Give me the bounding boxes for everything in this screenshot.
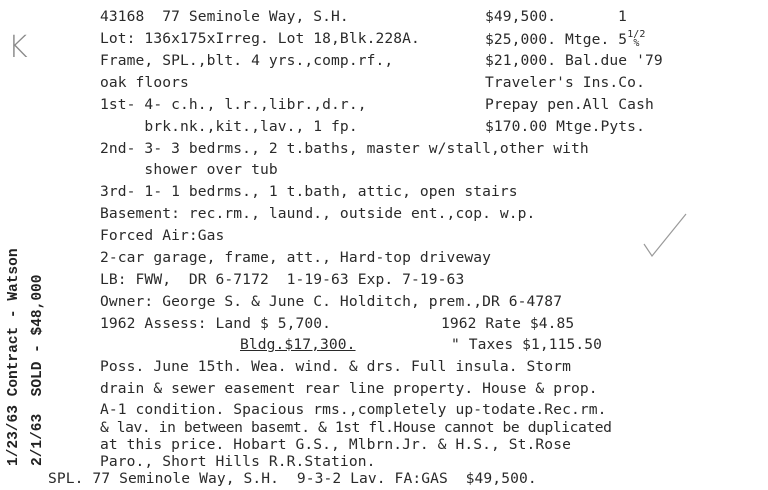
- fraction-bottom: %: [633, 38, 640, 49]
- first-floor: 1st- 4- c.h., l.r.,libr.,d.r.,: [100, 96, 367, 113]
- condition: A-1 condition. Spacious rms.,completely up-todate.Rec.rm.: [100, 401, 607, 418]
- listing-price: $49,500.: [485, 8, 557, 25]
- summary-line: SPL. 77 Seminole Way, S.H. 9-3-2 Lav. FA:GAS $49,500.: [48, 470, 537, 487]
- assessment-building: Bldg.$17,300.: [240, 336, 356, 353]
- listing-unit: 1: [618, 8, 627, 25]
- owner: Owner: George S. & June C. Holditch, prem.,DR 6-4787: [100, 293, 563, 310]
- mortgage-payments: $170.00 Mtge.Pyts.: [485, 118, 645, 135]
- station: Paro., Short Hills R.R.Station.: [100, 453, 376, 470]
- mortgage-text: $25,000. Mtge. 5: [485, 31, 628, 48]
- garage: 2-car garage, frame, att., Hard-top driveway: [100, 249, 491, 266]
- listing-broker: LB: FWW, DR 6-7172 1-19-63 Exp. 7-19-63: [100, 271, 465, 288]
- contract-note: 1/23/63 Contract - Watson: [6, 248, 22, 466]
- assessment-land: 1962 Assess: Land $ 5,700.: [100, 315, 332, 332]
- construction-details: Frame, SPL.,blt. 4 yrs.,comp.rf.,: [100, 52, 394, 69]
- mortgage-amount: [485, 30, 646, 48]
- pencil-check-mark: [640, 212, 690, 262]
- fraction-top: 1/2: [627, 29, 646, 40]
- schools: at this price. Hobart G.S., Mlbrn.Jr. & H.S., St.Rose: [100, 436, 571, 453]
- second-floor: 2nd- 3- 3 bedrms., 2 t.baths, master w/stall,other with: [100, 140, 589, 157]
- balance-due: $21,000. Bal.due '79: [485, 52, 663, 69]
- insurer: Traveler's Ins.Co.: [485, 74, 645, 91]
- lavatory-note: & lav. in between basemt. & 1st fl.House cannot be duplicated: [100, 419, 612, 436]
- pencil-mark-k: K: [8, 30, 28, 65]
- third-floor: 3rd- 1- 1 bedrms., 1 t.bath, attic, open stairs: [100, 183, 518, 200]
- second-floor-cont: shower over tub: [100, 161, 278, 178]
- floors: oak floors: [100, 74, 189, 91]
- basement: Basement: rec.rm., laund., outside ent.,cop. w.p.: [100, 205, 536, 222]
- first-floor-cont: brk.nk.,kit.,lav., 1 fp.: [100, 118, 358, 135]
- prepay-terms: Prepay pen.All Cash: [485, 96, 654, 113]
- taxes: " Taxes $1,115.50: [451, 336, 603, 353]
- easement: drain & sewer easement rear line property. House & prop.: [100, 380, 598, 397]
- listing-number-address: 43168 77 Seminole Way, S.H.: [100, 8, 349, 25]
- mortgage-rate-fraction: [627, 30, 645, 48]
- tax-rate: 1962 Rate $4.85: [441, 315, 575, 332]
- heating: Forced Air:Gas: [100, 227, 225, 244]
- lot-description: Lot: 136x175xIrreg. Lot 18,Blk.228A.: [100, 30, 420, 47]
- sold-note: 2/1/63 SOLD - $48,000: [30, 274, 46, 466]
- possession: Poss. June 15th. Wea. wind. & drs. Full insula. Storm: [100, 358, 571, 375]
